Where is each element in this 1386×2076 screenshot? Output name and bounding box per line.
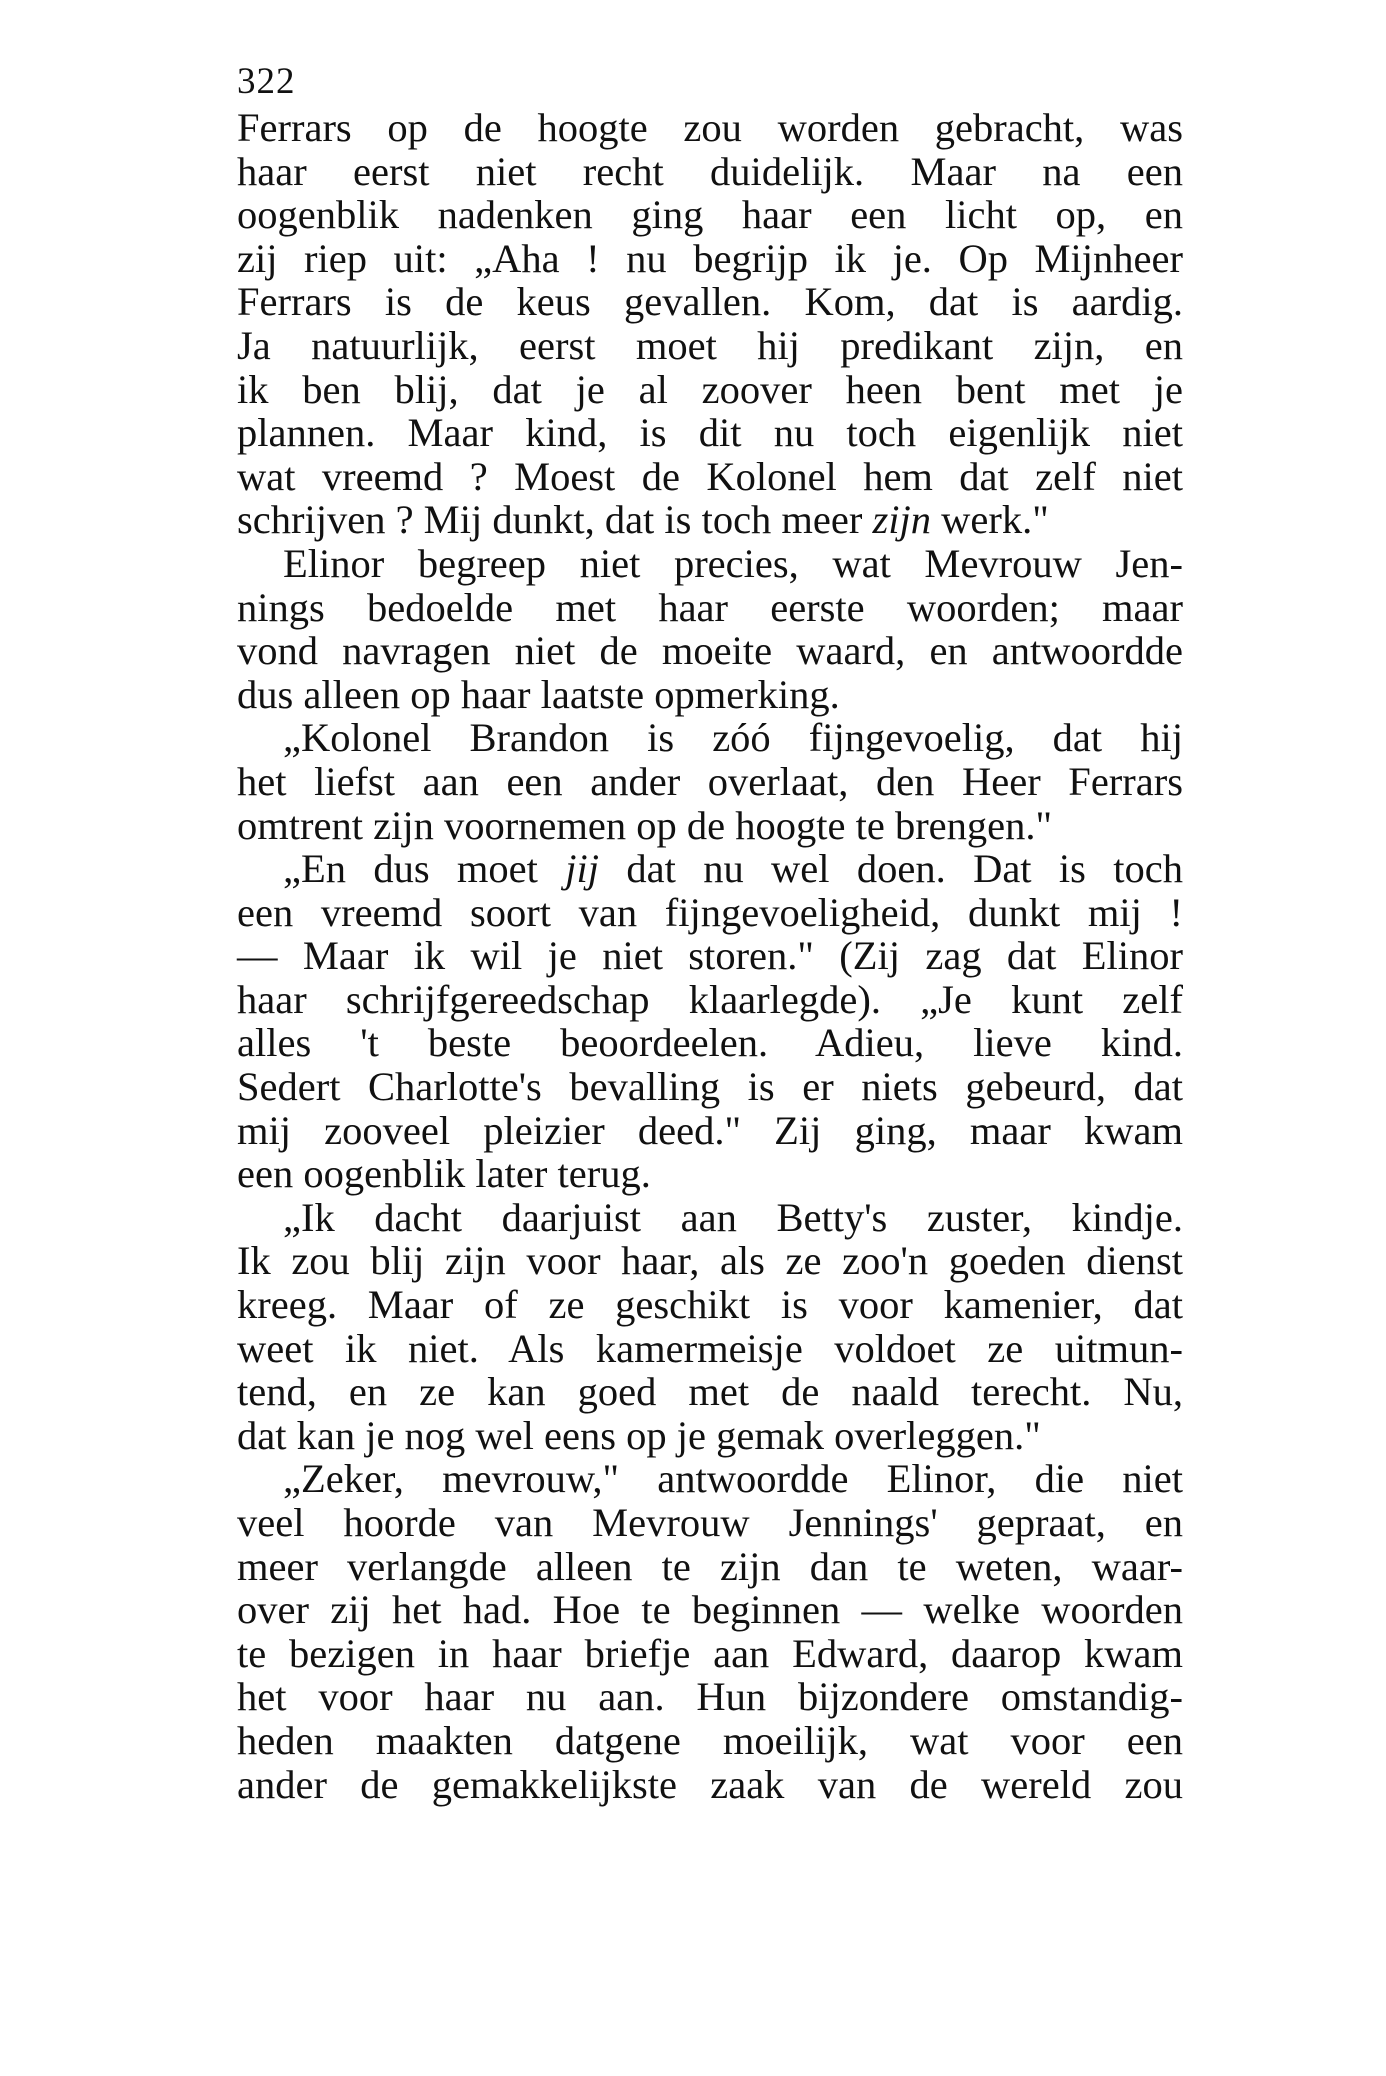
text-line: „En dus moet jij dat nu wel doen. Dat is toch xyxy=(283,846,1183,892)
text-line: het voor haar nu aan. Hun bijzondere omstandig- xyxy=(237,1674,1183,1720)
text-line: weet ik niet. Als kamermeisje voldoet ze uitmun- xyxy=(237,1325,1183,1371)
paragraph xyxy=(237,1196,1183,1458)
text-line: dat kan je nog wel eens op je gemak overleggen." xyxy=(237,1412,1041,1458)
paragraph xyxy=(237,1457,1183,1806)
text-line: ik ben blij, dat je al zoover heen bent met je xyxy=(237,366,1183,412)
text-line: te bezigen in haar briefje aan Edward, daarop kwam xyxy=(237,1630,1183,1676)
paragraph xyxy=(237,847,1183,1196)
text-line: omtrent zijn voornemen op de hoogte te brengen." xyxy=(237,802,1053,848)
text-line: Ik zou blij zijn voor haar, als ze zoo'n goeden dienst xyxy=(237,1238,1183,1284)
text-line: „Zeker, mevrouw," antwoordde Elinor, die niet xyxy=(283,1456,1183,1502)
paragraph xyxy=(237,106,1183,542)
page-number: 322 xyxy=(237,61,296,102)
text-line: dus alleen op haar laatste opmerking. xyxy=(237,671,840,717)
text-line: schrijven ? Mij dunkt, dat is toch meer zijn werk." xyxy=(237,497,1049,543)
text-line: wat vreemd ? Moest de Kolonel hem dat zelf niet xyxy=(237,453,1183,499)
text-line: nings bedoelde met haar eerste woorden; maar xyxy=(237,584,1183,630)
text-line: Elinor begreep niet precies, wat Mevrouw Jen- xyxy=(283,540,1183,586)
text-line: mij zooveel pleizier deed." Zij ging, maar kwam xyxy=(237,1107,1183,1153)
text-line: „Ik dacht daarjuist aan Betty's zuster, kindje. xyxy=(283,1194,1183,1240)
text-line: haar eerst niet recht duidelijk. Maar na een xyxy=(237,148,1183,194)
text-line: kreeg. Maar of ze geschikt is voor kamenier, dat xyxy=(237,1282,1183,1328)
text-line: ander de gemakkelijkste zaak van de wereld zou xyxy=(237,1761,1183,1807)
text-line: — Maar ik wil je niet storen." (Zij zag dat Elinor xyxy=(237,933,1183,979)
text-line: alles 't beste beoordeelen. Adieu, lieve kind. xyxy=(237,1020,1183,1066)
text-line: oogenblik nadenken ging haar een licht op, en xyxy=(237,192,1183,238)
text-line: tend, en ze kan goed met de naald terecht. Nu, xyxy=(237,1369,1183,1415)
text-line: zij riep uit: „Aha ! nu begrijp ik je. Op Mijnheer xyxy=(237,235,1183,281)
text-line: heden maakten datgene moeilijk, wat voor een xyxy=(237,1717,1183,1763)
page-text-body xyxy=(237,106,1183,1806)
paragraph xyxy=(237,542,1183,716)
text-line: een oogenblik later terug. xyxy=(237,1151,651,1197)
text-line: een vreemd soort van fijngevoeligheid, dunkt mij ! xyxy=(237,889,1183,935)
text-line: over zij het had. Hoe te beginnen — welke woorden xyxy=(237,1587,1183,1633)
text-line: vond navragen niet de moeite waard, en antwoordde xyxy=(237,628,1183,674)
text-line: „Kolonel Brandon is zóó fijngevoelig, dat hij xyxy=(283,715,1183,761)
paragraph xyxy=(237,716,1183,847)
text-line: meer verlangde alleen te zijn dan te weten, waar- xyxy=(237,1543,1183,1589)
text-line: Sedert Charlotte's bevalling is er niets gebeurd, dat xyxy=(237,1064,1183,1110)
text-line: Ferrars op de hoogte zou worden gebracht, was xyxy=(237,105,1183,150)
text-line: haar schrijfgereedschap klaarlegde). „Je kunt zelf xyxy=(237,976,1183,1022)
text-line: het liefst aan een ander overlaat, den Heer Ferrars xyxy=(237,758,1183,804)
text-line: Ja natuurlijk, eerst moet hij predikant zijn, en xyxy=(237,322,1183,368)
book-page xyxy=(237,62,1183,1806)
text-line: Ferrars is de keus gevallen. Kom, dat is aardig. xyxy=(237,279,1183,325)
text-line: veel hoorde van Mevrouw Jennings' gepraat, en xyxy=(237,1500,1183,1545)
text-line: plannen. Maar kind, is dit nu toch eigenlijk niet xyxy=(237,410,1183,456)
